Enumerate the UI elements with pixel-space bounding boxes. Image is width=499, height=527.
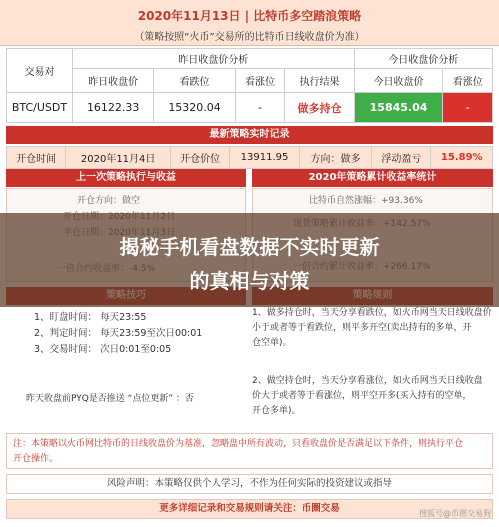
watermark: 搜狐号@币圈交易狗 — [419, 509, 491, 518]
hdr-bear-level: 看跌位 — [154, 69, 235, 93]
push-status: 昨天收盘前PYQ是否推送 “点位更新” ：否 — [26, 394, 194, 404]
bull-level-value: - — [235, 93, 285, 123]
pair-name: BTC/USDT — [7, 93, 73, 123]
hdr-result: 执行结果 — [285, 69, 354, 93]
rule-1-line: 仓空单)。 — [252, 338, 292, 348]
float-value: 15.89% — [431, 147, 493, 169]
open-position-table — [6, 146, 493, 169]
risk-disclaimer: 风险声明：本策略仅供个人学习，不作为任何实际的投资建议或指导 — [6, 474, 493, 494]
last-exec-title: 上一次策略执行与收益 — [6, 169, 246, 187]
tip-item: 2、判定时间： 每天23:59至次日00:01 — [34, 328, 203, 339]
hdr-bull-level: 看涨位 — [235, 69, 285, 93]
direction-value: 方向：做多 — [299, 147, 371, 169]
group-yesterday: 昨日收盘价分析 — [73, 49, 355, 69]
today-close-value: 15845.04 — [354, 93, 443, 123]
open-time-label: 开仓时间 — [7, 147, 66, 169]
open-price-label: 开仓价位 — [171, 147, 230, 169]
open-time-value: 2020年11月4日 — [66, 147, 171, 169]
hdr-today-bull: 看涨位 — [443, 69, 493, 93]
result-value: 做多持仓 — [285, 93, 354, 123]
yearly-stats-title: 2020年策略累计收益率统计 — [252, 169, 493, 187]
last-exec-line: 开仓方向：做空 — [77, 196, 141, 206]
tip-item: 1、盯盘时间： 每天23:55 — [34, 312, 147, 323]
headline-overlay — [0, 213, 499, 307]
follow-notice: 更多详细记录和交易规则请关注：币圈交易 — [6, 499, 493, 519]
open-price-value: 13911.95 — [230, 147, 299, 169]
price-analysis-table — [6, 48, 493, 123]
note-line: 注：本策略以火币网比特币的日线收盘价为基准，忽略盘中所有波动，只看收盘价是否满足以下条件，则执行平仓 — [13, 439, 464, 449]
sheet-title: 2020年11月13日 | 比特币多空踏浪策略 — [137, 9, 362, 23]
yesterday-close-value: 16122.33 — [73, 93, 154, 123]
today-bull-value: - — [443, 93, 493, 123]
hdr-today-close: 今日收盘价 — [354, 69, 443, 93]
rule-1-line: 1、做多持仓时，当天分享看跌位，如火币网当天日线收盘价 — [252, 308, 492, 318]
tips-panel — [6, 306, 246, 430]
hdr-yesterday-close: 昨日收盘价 — [73, 69, 154, 93]
rule-1-line: 小于或者等于看跌位，则平多开空(卖出持有的多单，开 — [252, 323, 472, 333]
float-label: 浮动盈亏 — [372, 147, 431, 169]
stats-line: 比特币自然涨幅：+93.36% — [309, 196, 423, 206]
latest-band: 最新策略实时记录 — [6, 126, 493, 144]
rule-2-line: 开仓多单)。 — [252, 406, 301, 416]
note-box — [6, 433, 493, 469]
rule-2-line: 2、做空持仓时，当天分享看涨位，如火币网当天日线收盘 — [252, 376, 483, 386]
group-today: 今日收盘价分析 — [354, 49, 492, 69]
tip-item: 3、交易时间： 次日0:01至0:05 — [34, 344, 172, 355]
rules-panel — [252, 306, 493, 430]
rule-2-line: 价大于或者等于看涨位，则平空开多(买入持有的空单， — [252, 391, 472, 401]
headline-line-2: 的真相与对策 — [189, 269, 310, 293]
note-line: 开仓操作。 — [13, 454, 59, 464]
bear-level-value: 15320.04 — [154, 93, 235, 123]
col-exchange-pair: 交易对 — [7, 49, 73, 93]
headline-line-1: 揭秘手机看盘数据不实时更新 — [119, 235, 380, 259]
sheet-header — [0, 0, 499, 46]
sheet-subtitle: （策略按照“火币”交易所的比特币日线收盘价为准） — [134, 32, 365, 43]
